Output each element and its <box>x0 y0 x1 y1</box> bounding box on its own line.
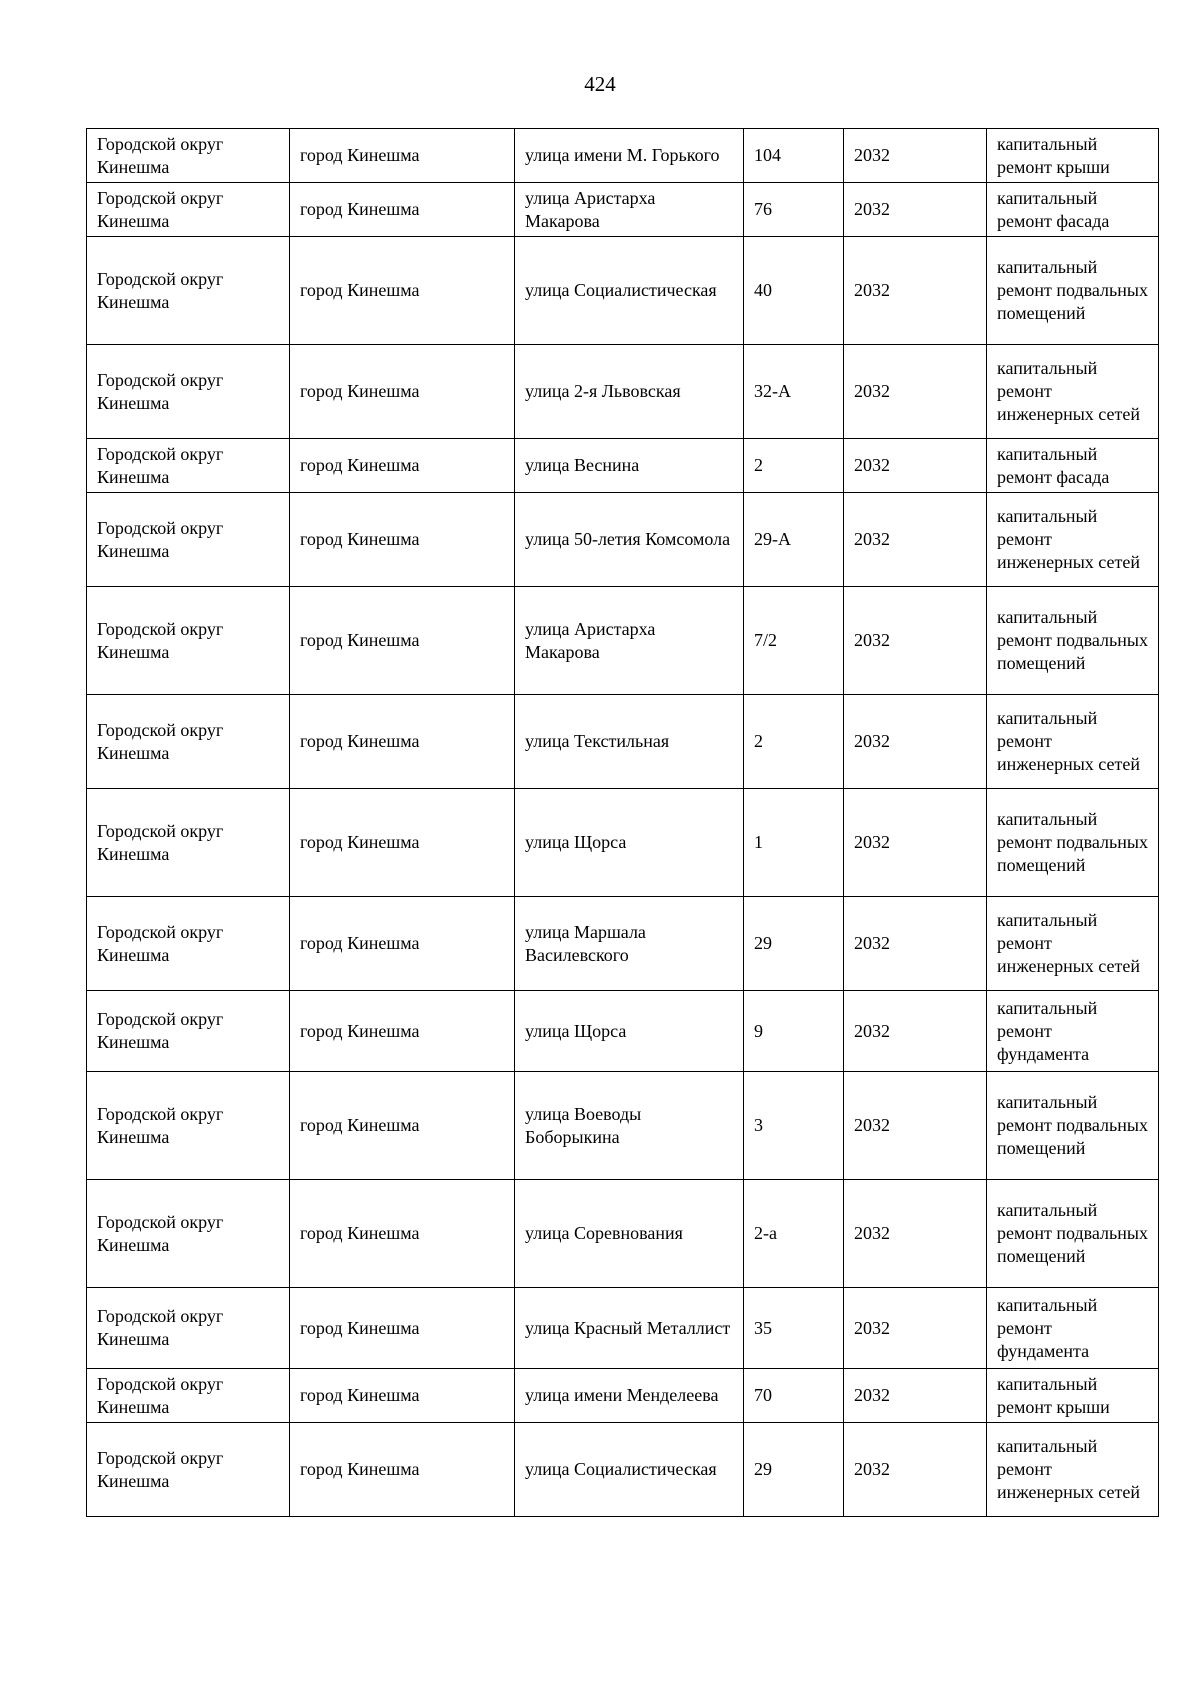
table-row <box>87 1369 1159 1423</box>
house-cell: 9 <box>744 991 844 1072</box>
table-row <box>87 695 1159 789</box>
house-cell: 35 <box>744 1288 844 1369</box>
street-cell: улица Воеводы Боборыкина <box>515 1072 744 1180</box>
city-cell: город Кинешма <box>290 587 515 695</box>
house-cell: 29-А <box>744 493 844 587</box>
work-type-cell: капитальный ремонт инженерных сетей <box>987 1423 1159 1517</box>
table-row <box>87 237 1159 345</box>
district-cell: Городской округ Кинешма <box>87 991 290 1072</box>
street-cell: улица Соревнования <box>515 1180 744 1288</box>
work-type-cell: капитальный ремонт подвальных помещений <box>987 587 1159 695</box>
year-cell: 2032 <box>844 237 987 345</box>
street-cell: улица Аристарха Макарова <box>515 587 744 695</box>
district-cell: Городской округ Кинешма <box>87 345 290 439</box>
street-cell: улица Социалистическая <box>515 1423 744 1517</box>
table-row <box>87 493 1159 587</box>
district-cell: Городской округ Кинешма <box>87 1423 290 1517</box>
year-cell: 2032 <box>844 695 987 789</box>
street-cell: улица имени М. Горького <box>515 129 744 183</box>
street-cell: улица 50-летия Комсомола <box>515 493 744 587</box>
year-cell: 2032 <box>844 129 987 183</box>
work-type-cell: капитальный ремонт крыши <box>987 129 1159 183</box>
year-cell: 2032 <box>844 789 987 897</box>
city-cell: город Кинешма <box>290 1180 515 1288</box>
work-type-cell: капитальный ремонт фундамента <box>987 1288 1159 1369</box>
table-row <box>87 1072 1159 1180</box>
district-cell: Городской округ Кинешма <box>87 183 290 237</box>
table-row <box>87 587 1159 695</box>
table-row <box>87 897 1159 991</box>
year-cell: 2032 <box>844 493 987 587</box>
street-cell: улица Аристарха Макарова <box>515 183 744 237</box>
district-cell: Городской округ Кинешма <box>87 1180 290 1288</box>
street-cell: улица Веснина <box>515 439 744 493</box>
city-cell: город Кинешма <box>290 237 515 345</box>
district-cell: Городской округ Кинешма <box>87 1072 290 1180</box>
street-cell: улица Красный Металлист <box>515 1288 744 1369</box>
house-cell: 1 <box>744 789 844 897</box>
city-cell: город Кинешма <box>290 129 515 183</box>
city-cell: город Кинешма <box>290 183 515 237</box>
street-cell: улица 2-я Львовская <box>515 345 744 439</box>
work-type-cell: капитальный ремонт крыши <box>987 1369 1159 1423</box>
work-type-cell: капитальный ремонт инженерных сетей <box>987 897 1159 991</box>
city-cell: город Кинешма <box>290 1072 515 1180</box>
year-cell: 2032 <box>844 1423 987 1517</box>
work-type-cell: капитальный ремонт подвальных помещений <box>987 1180 1159 1288</box>
repair-schedule-table <box>86 128 1159 1517</box>
work-type-cell: капитальный ремонт подвальных помещений <box>987 237 1159 345</box>
year-cell: 2032 <box>844 1369 987 1423</box>
house-cell: 70 <box>744 1369 844 1423</box>
city-cell: город Кинешма <box>290 439 515 493</box>
city-cell: город Кинешма <box>290 493 515 587</box>
year-cell: 2032 <box>844 183 987 237</box>
house-cell: 2 <box>744 695 844 789</box>
city-cell: город Кинешма <box>290 897 515 991</box>
work-type-cell: капитальный ремонт инженерных сетей <box>987 345 1159 439</box>
city-cell: город Кинешма <box>290 1423 515 1517</box>
year-cell: 2032 <box>844 1072 987 1180</box>
house-cell: 29 <box>744 1423 844 1517</box>
district-cell: Городской округ Кинешма <box>87 237 290 345</box>
year-cell: 2032 <box>844 1180 987 1288</box>
street-cell: улица Социалистическая <box>515 237 744 345</box>
year-cell: 2032 <box>844 897 987 991</box>
year-cell: 2032 <box>844 1288 987 1369</box>
street-cell: улица Текстильная <box>515 695 744 789</box>
table-row <box>87 1180 1159 1288</box>
table-body <box>87 129 1159 1517</box>
table-row <box>87 991 1159 1072</box>
page-number: 424 <box>584 72 616 96</box>
district-cell: Городской округ Кинешма <box>87 789 290 897</box>
house-cell: 29 <box>744 897 844 991</box>
table-row <box>87 439 1159 493</box>
work-type-cell: капитальный ремонт инженерных сетей <box>987 695 1159 789</box>
table-row <box>87 789 1159 897</box>
city-cell: город Кинешма <box>290 789 515 897</box>
house-cell: 104 <box>744 129 844 183</box>
district-cell: Городской округ Кинешма <box>87 493 290 587</box>
table-row <box>87 1288 1159 1369</box>
city-cell: город Кинешма <box>290 695 515 789</box>
street-cell: улица Щорса <box>515 991 744 1072</box>
house-cell: 7/2 <box>744 587 844 695</box>
year-cell: 2032 <box>844 991 987 1072</box>
street-cell: улица Маршала Василевского <box>515 897 744 991</box>
work-type-cell: капитальный ремонт инженерных сетей <box>987 493 1159 587</box>
street-cell: улица Щорса <box>515 789 744 897</box>
house-cell: 76 <box>744 183 844 237</box>
district-cell: Городской округ Кинешма <box>87 1288 290 1369</box>
city-cell: город Кинешма <box>290 345 515 439</box>
district-cell: Городской округ Кинешма <box>87 1369 290 1423</box>
work-type-cell: капитальный ремонт фасада <box>987 439 1159 493</box>
table-row <box>87 129 1159 183</box>
work-type-cell: капитальный ремонт подвальных помещений <box>987 1072 1159 1180</box>
city-cell: город Кинешма <box>290 991 515 1072</box>
table-row <box>87 183 1159 237</box>
house-cell: 2 <box>744 439 844 493</box>
house-cell: 2-а <box>744 1180 844 1288</box>
house-cell: 32-А <box>744 345 844 439</box>
district-cell: Городской округ Кинешма <box>87 695 290 789</box>
district-cell: Городской округ Кинешма <box>87 587 290 695</box>
district-cell: Городской округ Кинешма <box>87 129 290 183</box>
year-cell: 2032 <box>844 587 987 695</box>
table-row <box>87 1423 1159 1517</box>
district-cell: Городской округ Кинешма <box>87 897 290 991</box>
year-cell: 2032 <box>844 439 987 493</box>
table-row <box>87 345 1159 439</box>
house-cell: 40 <box>744 237 844 345</box>
city-cell: город Кинешма <box>290 1369 515 1423</box>
work-type-cell: капитальный ремонт подвальных помещений <box>987 789 1159 897</box>
work-type-cell: капитальный ремонт фундамента <box>987 991 1159 1072</box>
year-cell: 2032 <box>844 345 987 439</box>
work-type-cell: капитальный ремонт фасада <box>987 183 1159 237</box>
house-cell: 3 <box>744 1072 844 1180</box>
city-cell: город Кинешма <box>290 1288 515 1369</box>
street-cell: улица имени Менделеева <box>515 1369 744 1423</box>
district-cell: Городской округ Кинешма <box>87 439 290 493</box>
